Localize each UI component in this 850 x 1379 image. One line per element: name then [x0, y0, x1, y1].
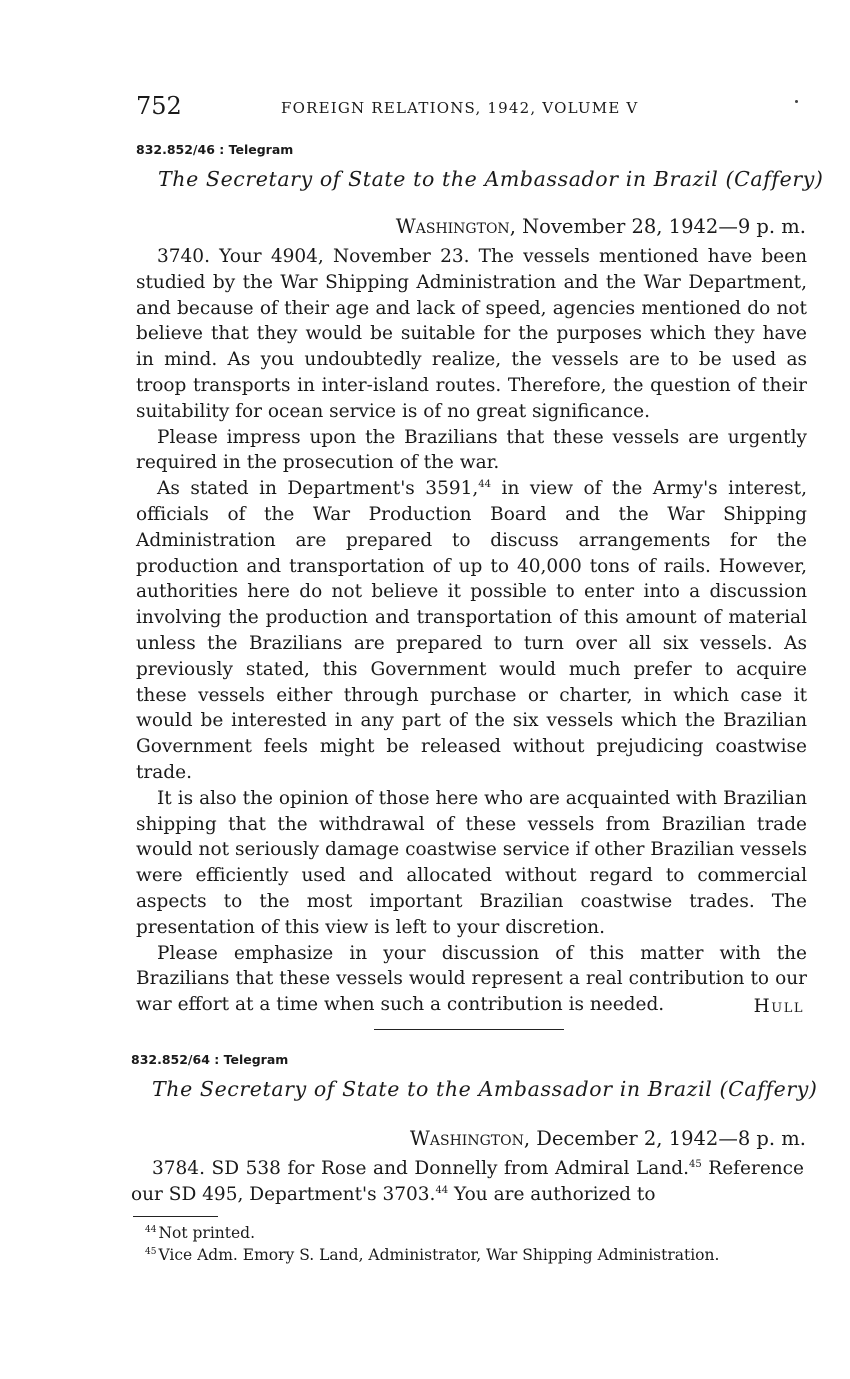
paragraph: Please emphasize in your discussion of this matter with the Brazilians that these vessels would represent a real contribution to our war effort at a time when such a contribution is needed.	[136, 942, 807, 1016]
telegram-body	[136, 244, 807, 1018]
file-number: 832.852/64 : Telegram	[131, 1052, 289, 1067]
footnote-rule	[133, 1216, 218, 1217]
document-title: The Secretary of State to the Ambassador in Brazil (Caffery)	[152, 1077, 818, 1101]
running-title: FOREIGN RELATIONS, 1942, VOLUME V	[281, 99, 639, 117]
paragraph: 3784. SD 538 for Rose and Donnelly from Admiral Land.$^{45}$ Reference our SD 495, Department's 3703.44 You are authorized to	[131, 1158, 804, 1205]
page-number: 752	[136, 92, 182, 120]
dateline: Washington, December 2, 1942—8 p. m.	[409, 1127, 806, 1150]
paragraph: 3740. Your 4904, November 23. The vessels mentioned have been studied by the War Shipping Administration and the War Department, and because of their age and lack of speed, agencies mentioned do not believe that they would be suitable for the purposes which they have in mind. As you undoubtedly realize, the vessels are to be used as troop transports in inter-island routes. Therefore, the question of their suitability for ocean service is of no great significance.	[136, 246, 807, 422]
footnote-ref: 44	[478, 479, 491, 491]
paragraph: Please impress upon the Brazilians that these vessels are urgently required in the prosecution of the war.	[136, 426, 807, 474]
section-divider	[374, 1029, 564, 1030]
footnote-ref: 45	[688, 1159, 702, 1170]
dateline: Washington, November 28, 1942—9 p. m.	[395, 215, 806, 238]
footnote: $^{45}$ Vice Adm. Emory S. Land, Administrator, War Shipping Administration.	[145, 1246, 720, 1264]
file-number: 832.852/46 : Telegram	[136, 142, 294, 157]
footnote-ref: 44	[435, 1184, 449, 1196]
page-header	[136, 92, 816, 126]
paragraph: As stated in Department's 3591,44 in view of the Army's interest, officials of the War Production Board and the War Shipping Administration are prepared to discuss arrangements for the production and transportation of up to 40,000 tons of rails. However, authorities here do not believe it possible to enter into a discussion involving the production and transportation of this amount of material unless the Brazilians are prepared to turn over all six vessels. As previously stated, this Government would much prefer to acquire these vessels either through purchase or charter, in which case it would be interested in any part of the six vessels which the Brazilian Government feels might be released without prejudicing coastwise trade.	[136, 478, 807, 783]
telegram-body	[131, 1156, 804, 1208]
footnote: $^{44}$ Not printed.	[145, 1224, 256, 1242]
paragraph: It is also the opinion of those here who are acquainted with Brazilian shipping that the withdrawal of these vessels from Brazilian trade would not seriously damage coastwise service if other Brazilian vessels were efficiently used and allocated without regard to commercial aspects to the most important Brazilian coastwise trades. The presentation of this view is left to your discretion.	[136, 787, 807, 938]
signature: Hull	[753, 996, 804, 1017]
document-title: The Secretary of State to the Ambassador in Brazil (Caffery)	[158, 167, 824, 191]
speck-mark	[795, 100, 798, 103]
